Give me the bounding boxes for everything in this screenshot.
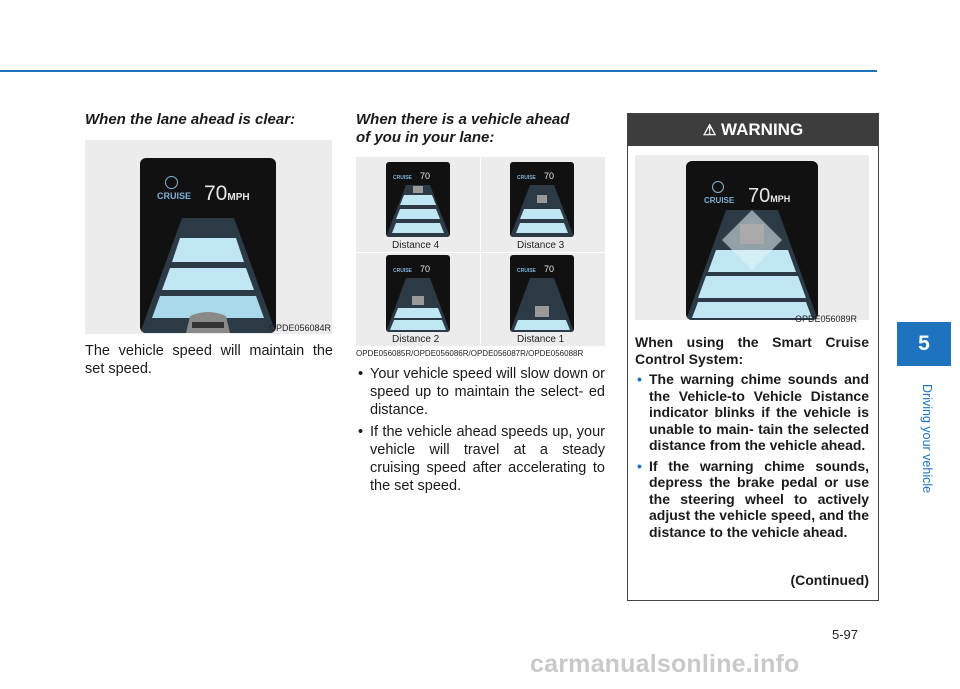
watermark: carmanualsonline.info	[530, 650, 800, 678]
warning-box	[627, 113, 879, 601]
warning-figure	[635, 155, 869, 320]
speed-value: 70MPH	[204, 182, 250, 205]
warning-intro: When using the Smart Cruise Control System:	[635, 334, 869, 367]
lane-graphic-blinking	[686, 210, 818, 320]
distance-thumbnail: CRUISE 70	[510, 255, 574, 332]
cruise-label: CRUISE	[704, 196, 735, 205]
distance-figure	[356, 157, 605, 346]
list-item: • Your vehicle speed will slow down or speed up to maintain the select- ed distance.	[356, 365, 605, 419]
distance-figure-code: OPDE056085R/OPDE056086R/OPDE056087R/OPDE056088R	[356, 349, 584, 358]
distance-label: Distance 3	[517, 240, 565, 251]
warning-bullets	[635, 371, 869, 544]
warning-figure-code: OPDE056089R	[795, 314, 858, 324]
distance-label: Distance 2	[392, 334, 440, 345]
speed-value: 70MPH	[748, 185, 791, 207]
cluster-display	[140, 158, 276, 333]
distance-label: Distance 4	[392, 240, 440, 251]
lane-clear-figure	[85, 140, 332, 334]
warning-triangle-icon: ⚠	[702, 122, 717, 139]
lane-clear-body: The vehicle speed will maintain the set speed.	[85, 343, 333, 377]
distance-label: Distance 1	[517, 334, 565, 345]
lane-clear-heading: When the lane ahead is clear:	[85, 111, 296, 128]
list-item: • If the warning chime sounds, depress the brake pedal or use the steering wheel to actively adjust the vehicle speed, and the distance to the vehicle ahead.	[635, 458, 869, 541]
warning-header	[628, 114, 878, 146]
continued-label: (Continued)	[790, 572, 869, 588]
distance-thumbnail: CRUISE 70	[386, 255, 450, 332]
warning-title: WARNING	[721, 120, 804, 139]
distance-thumbnail: CRUISE 70	[386, 162, 450, 237]
cruise-gauge-icon	[165, 176, 178, 189]
chapter-title: Driving your vehicle	[920, 384, 934, 494]
lane-graphic	[140, 218, 276, 333]
vehicle-ahead-heading: When there is a vehicle ahead of you in your lane:	[356, 111, 570, 146]
cluster-display	[686, 161, 818, 320]
vehicle-ahead-bullets	[356, 365, 605, 499]
list-item: • If the vehicle ahead speeds up, your vehicle will travel at a steady cruising speed after accelerating to the set speed.	[356, 423, 605, 495]
cruise-gauge-icon	[712, 181, 724, 193]
top-rule	[0, 70, 877, 72]
lane-clear-figure-code: OPDE056084R	[269, 323, 332, 333]
page-number: 5-97	[832, 627, 859, 642]
cruise-label: CRUISE	[157, 191, 192, 201]
list-item: • The warning chime sounds and the Vehicle-to Vehicle Distance indicator blinks if the vehicle is unable to main- tain the selected distance from the vehicle ahead.	[635, 371, 869, 454]
chapter-tab[interactable]: 5	[897, 322, 951, 366]
distance-thumbnail: CRUISE 70	[510, 162, 574, 237]
